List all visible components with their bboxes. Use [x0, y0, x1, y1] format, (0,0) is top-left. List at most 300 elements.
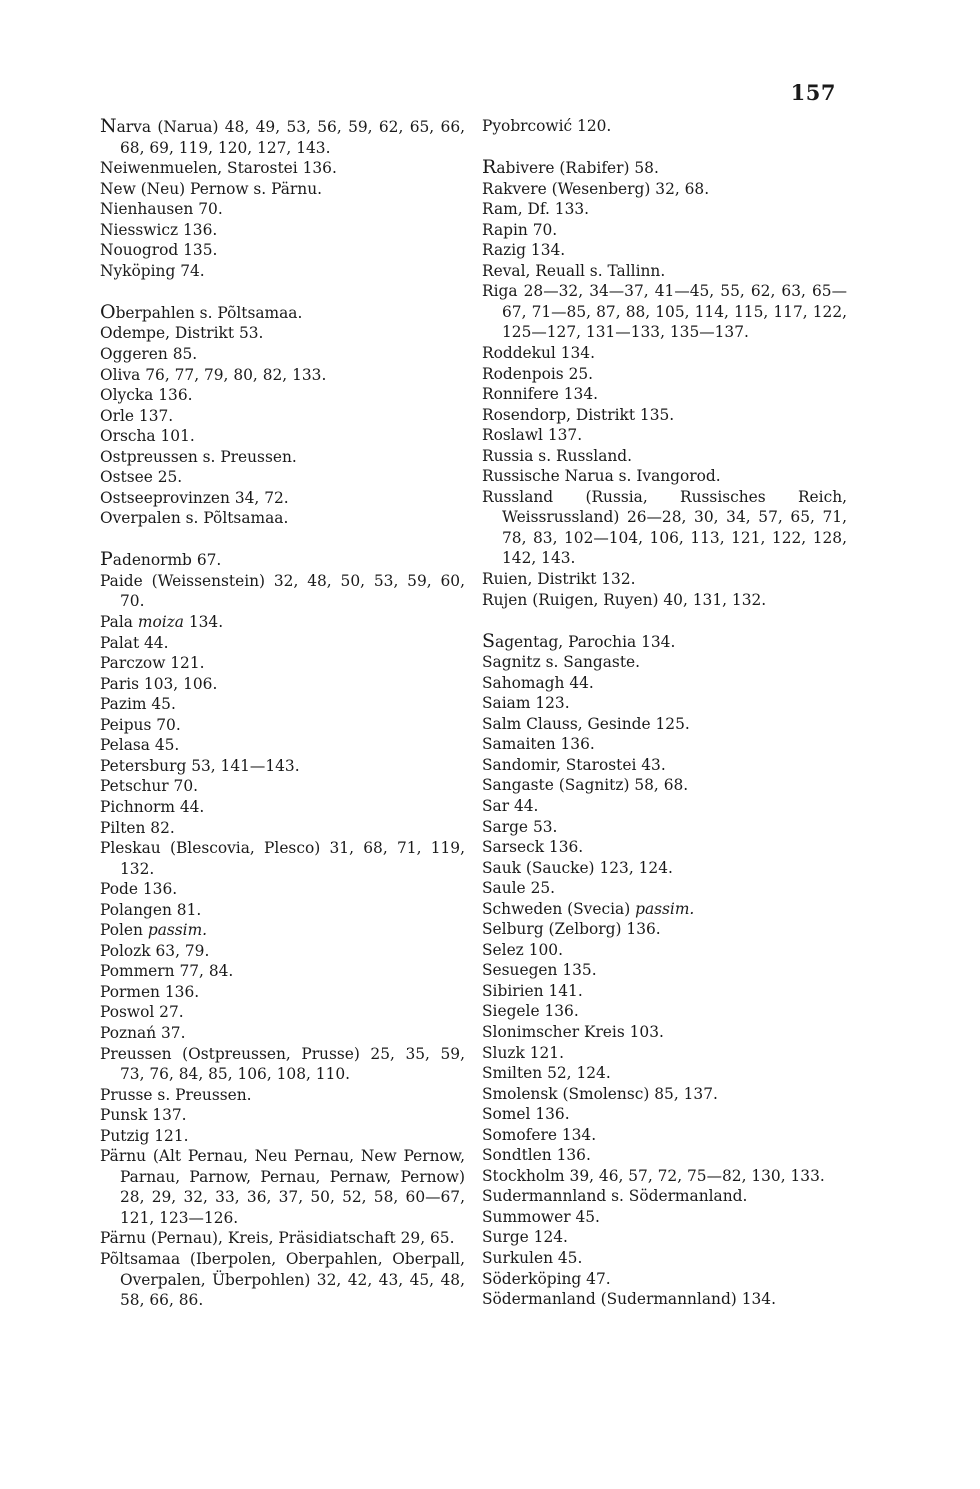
- entry-references: (Russia, Russisches Reich, Weissrussland) 26—28, 30, 34, 57, 65, 71, 78, 83, 102—104, 106, 113, 121, 122, 128, 142, 143.: [502, 487, 847, 568]
- entry-headword: Ronnifere: [482, 385, 559, 404]
- index-entry: [100, 488, 465, 509]
- entry-references: 135.: [178, 241, 218, 260]
- index-entry: [100, 1044, 465, 1085]
- entry-references: s. Preussen.: [197, 447, 297, 466]
- entry-references: , Starostei 43.: [555, 755, 666, 774]
- index-entry: [100, 694, 465, 715]
- index-entry: [482, 837, 847, 858]
- index-entry: [482, 1145, 847, 1166]
- index-entry: [482, 1248, 847, 1269]
- index-entry: [100, 1228, 465, 1249]
- entry-headword: Russland: [482, 487, 554, 506]
- index-entry: [482, 960, 847, 981]
- section-initial: P: [100, 548, 113, 571]
- entry-headword: Stockholm: [482, 1166, 565, 1185]
- entry-headword: Summower: [482, 1207, 571, 1226]
- entry-references: 34, 72.: [229, 488, 289, 507]
- entry-references: 134.: [558, 385, 599, 404]
- index-entry: [100, 900, 465, 921]
- index-entry: [100, 941, 465, 962]
- index-entry: [100, 323, 465, 344]
- entry-headword: Samaiten: [482, 735, 556, 754]
- index-entry: [100, 261, 465, 282]
- index-entry: [100, 1105, 465, 1126]
- entry-headword: Södermanland: [482, 1290, 596, 1309]
- index-entry: [482, 425, 847, 446]
- entry-references: 45.: [553, 1248, 583, 1267]
- index-entry: [482, 569, 847, 590]
- entry-references: (Blescovia, Plesco) 31, 68, 71, 119, 132.: [120, 839, 465, 878]
- entry-headword: Siegele: [482, 1002, 540, 1021]
- index-entry: [100, 797, 465, 818]
- entry-references: 134.: [556, 1125, 597, 1144]
- index-entry: [100, 385, 465, 406]
- index-group-p-cont: [482, 116, 847, 137]
- entry-references: (Wesenberg) 32, 68.: [546, 179, 710, 198]
- entry-references: 134.: [526, 241, 566, 260]
- entry-headword: Sangaste: [482, 776, 554, 795]
- entry-references: 47.: [581, 1269, 611, 1288]
- index-entry: [482, 981, 847, 1002]
- group-spacer: [100, 529, 465, 550]
- entry-references: 74.: [175, 261, 205, 280]
- index-group-r: [482, 157, 847, 610]
- index-entry: [482, 343, 847, 364]
- entry-headword: Pala: [100, 613, 133, 632]
- entry-headword: Saule: [482, 879, 526, 898]
- index-entry: [482, 693, 847, 714]
- entry-headword: Olycka: [100, 386, 154, 405]
- entry-references: (Sudermannland) 134.: [595, 1290, 776, 1309]
- entry-headword: Neiwenmuelen: [100, 159, 218, 178]
- entry-references: 101.: [155, 427, 195, 446]
- entry-headword: Putzig: [100, 1126, 150, 1145]
- entry-references: 44.: [174, 797, 205, 816]
- entry-headword: Peipus: [100, 715, 152, 734]
- index-entry: [100, 365, 465, 386]
- entry-references: 136.: [178, 220, 218, 239]
- index-entry: [100, 426, 465, 447]
- entry-references: Kreis 103.: [579, 1022, 664, 1041]
- index-entry: [100, 179, 465, 200]
- index-entry: [100, 674, 465, 695]
- index-entry: [482, 1063, 847, 1084]
- index-entry: [482, 1043, 847, 1064]
- entry-headword: Prusse: [100, 1085, 153, 1104]
- entry-headword: Sar: [482, 796, 510, 815]
- entry-references: 121.: [524, 1043, 564, 1062]
- entry-references: 28—32, 34—37, 41—45, 55, 62, 63, 65—67, 71—85, 87, 88, 105, 114, 115, 117, 122, 125—127, 131—133, 135—137.: [502, 282, 847, 342]
- index-entry: [482, 796, 847, 817]
- entry-references: (Zelborg) 136.: [543, 920, 661, 939]
- index-entry: [100, 240, 465, 261]
- entry-headword: Somel: [482, 1105, 531, 1124]
- entry-references: 136.: [544, 838, 584, 857]
- entry-headword: Orle: [100, 406, 135, 425]
- entry-headword: Oberpahlen: [100, 300, 195, 323]
- index-entry: [482, 858, 847, 879]
- entry-references: s. Södermanland.: [606, 1187, 748, 1206]
- entry-headword: Pormen: [100, 982, 160, 1001]
- section-initial: R: [482, 156, 497, 179]
- entry-references: 45.: [146, 695, 176, 714]
- entry-references: Clauss, Gesinde 125.: [521, 714, 690, 733]
- index-entry: [100, 1085, 465, 1106]
- entry-headword: Petersburg: [100, 756, 187, 775]
- index-entry: [482, 1166, 847, 1187]
- entry-references: 137.: [134, 406, 174, 425]
- entry-headword: Reval: [482, 261, 526, 280]
- index-entry: [482, 652, 847, 673]
- entry-headword: Somofere: [482, 1125, 557, 1144]
- index-entry: [482, 1084, 847, 1105]
- entry-headword: Salm: [482, 714, 522, 733]
- entry-headword: Saiam: [482, 694, 531, 713]
- entry-references: 70.: [151, 715, 181, 734]
- entry-references: (Ostpreussen, Prusse) 25, 35, 59, 73, 76, 84, 85, 106, 108, 110.: [120, 1044, 465, 1084]
- index-entry: [482, 1125, 847, 1146]
- entry-references: (Pernau), Kreis, Präsidiatschaft 29, 65.: [146, 1229, 455, 1248]
- entry-headword: Russia: [482, 446, 534, 465]
- entry-headword: Nyköping: [100, 261, 176, 280]
- index-entry: [482, 384, 847, 405]
- entry-headword: Petschur: [100, 777, 169, 796]
- entry-references: 121.: [149, 1126, 189, 1145]
- entry-headword: New: [100, 179, 136, 198]
- entry-headword: Riga: [482, 282, 518, 301]
- index-entry: [482, 364, 847, 385]
- index-entry: [482, 714, 847, 735]
- entry-references: (Iberpolen, Oberpahlen, Oberpall, Overpalen, Überpohlen) 32, 42, 43, 45, 48, 58, 66, 86.: [120, 1249, 465, 1310]
- entry-headword: Sudermannland: [482, 1187, 607, 1206]
- entry-references: (Sagnitz) 58, 68.: [553, 776, 689, 795]
- index-entry: [100, 220, 465, 241]
- entry-headword: Selez: [482, 940, 524, 959]
- entry-references: 67.: [191, 551, 222, 570]
- section-initial: O: [100, 300, 116, 323]
- entry-headword: Paris: [100, 674, 140, 693]
- entry-references: 82.: [145, 818, 175, 837]
- index-entry: [482, 899, 847, 920]
- entry-italic: passim.: [142, 921, 208, 940]
- entry-references: 136.: [539, 1002, 579, 1021]
- entry-headword: Punsk: [100, 1106, 148, 1125]
- index-entry: [100, 961, 465, 982]
- entry-references: s. Põltsamaa.: [180, 509, 289, 528]
- entry-headword: Paide: [100, 571, 143, 590]
- entry-headword: Pazim: [100, 695, 147, 714]
- index-group-n: [100, 116, 465, 281]
- index-entry: [100, 1002, 465, 1023]
- entry-headword: Ostpreussen: [100, 447, 198, 466]
- index-entry: [100, 612, 465, 633]
- index-entry: [100, 776, 465, 797]
- entry-references: 44.: [139, 633, 169, 652]
- index-entry: [100, 467, 465, 488]
- entry-headword: Roddekul: [482, 343, 556, 362]
- entry-references: 63, 79.: [150, 941, 210, 960]
- entry-headword: Pichnorm: [100, 797, 175, 816]
- index-entry: [482, 179, 847, 200]
- index-entry: [100, 920, 465, 941]
- entry-references: 136.: [153, 386, 193, 405]
- entry-headword: Pleskau: [100, 839, 161, 858]
- entry-references: 45.: [570, 1207, 600, 1226]
- index-entry: [482, 405, 847, 426]
- entry-headword: Pelasa: [100, 736, 150, 755]
- entry-references: 136.: [555, 735, 595, 754]
- entry-references: , Starostei 136.: [217, 159, 337, 178]
- entry-headword: Nienhausen: [100, 200, 194, 219]
- index-entry: [100, 1023, 465, 1044]
- index-entry: [482, 466, 847, 487]
- entry-headword: Surge: [482, 1228, 529, 1247]
- entry-references: 135.: [557, 961, 597, 980]
- entry-references: Narua s. Ivangorod.: [559, 467, 721, 486]
- entry-headword: Oggeren: [100, 344, 168, 363]
- entry-references: s. Russland.: [533, 446, 633, 465]
- index-entry: [482, 734, 847, 755]
- entry-headword: Sauk: [482, 858, 521, 877]
- entry-references: 25.: [152, 468, 183, 487]
- index-entry: [100, 715, 465, 736]
- index-entry: [100, 571, 465, 612]
- entry-references: 134.: [555, 343, 595, 362]
- entry-headword: Ostseeprovinzen: [100, 488, 230, 507]
- entry-headword: Sibirien: [482, 981, 544, 1000]
- entry-headword: Pommern: [100, 962, 175, 981]
- index-entry: [100, 756, 465, 777]
- index-entry: [482, 878, 847, 899]
- index-entry: [482, 673, 847, 694]
- entry-headword: Selburg: [482, 920, 544, 939]
- entry-headword: Söderköping: [482, 1269, 582, 1288]
- entry-references: , Reuall s. Tallinn.: [525, 261, 666, 280]
- entry-references: 121.: [165, 654, 205, 673]
- entry-headword: Rujen: [482, 590, 528, 609]
- entry-references: 25.: [525, 879, 556, 898]
- entry-references: , Parochia 134.: [558, 632, 676, 651]
- section-initial: N: [100, 115, 117, 137]
- index-entry: [482, 817, 847, 838]
- index-entry: [482, 919, 847, 940]
- index-column-left: [100, 116, 465, 1311]
- entry-headword: Sondtlen: [482, 1146, 552, 1165]
- index-entry: [482, 446, 847, 467]
- page-number: 157: [790, 80, 836, 105]
- entry-headword: Schweden: [482, 899, 563, 918]
- entry-references: 137.: [542, 426, 583, 445]
- entry-headword: Rodenpois: [482, 364, 564, 383]
- index-entry: [482, 261, 847, 282]
- entry-headword: Narva: [100, 115, 152, 137]
- entry-references: (Svecia): [562, 899, 636, 918]
- entry-headword: Pilten: [100, 818, 146, 837]
- index-entry: [100, 406, 465, 427]
- index-entry: [100, 1249, 465, 1311]
- entry-headword: Palat: [100, 633, 140, 652]
- index-entry: [482, 775, 847, 796]
- entry-references: s. Sangaste.: [540, 653, 641, 672]
- entry-headword: Poswol: [100, 1003, 155, 1022]
- entry-headword: Poznań: [100, 1023, 157, 1042]
- entry-references: 45.: [149, 736, 180, 755]
- index-entry: [482, 1207, 847, 1228]
- entry-references: 100.: [523, 940, 563, 959]
- index-entry: [482, 157, 847, 179]
- entry-references: (Ruigen, Ruyen) 40, 131, 132.: [527, 590, 767, 609]
- index-entry: [100, 1146, 465, 1228]
- entry-headword: Pode: [100, 880, 138, 899]
- entry-headword: Smilten: [482, 1064, 543, 1083]
- entry-headword: Overpalen: [100, 509, 181, 528]
- index-entry: [100, 879, 465, 900]
- entry-references: (Neu) Pernow s. Pärnu.: [135, 179, 322, 198]
- entry-references: , Df. 133.: [517, 200, 590, 219]
- entry-references: 53, 141—143.: [186, 756, 300, 775]
- index-entry: [100, 447, 465, 468]
- entry-references: 25.: [563, 364, 594, 383]
- entry-headword: Nouogrod: [100, 241, 179, 260]
- entry-headword: Orscha: [100, 427, 156, 446]
- entry-italic: moiza: [132, 613, 184, 632]
- entry-headword: Sluzk: [482, 1043, 525, 1062]
- entry-headword: Polangen: [100, 900, 172, 919]
- index-group-p: [100, 549, 465, 1310]
- index-entry: [482, 590, 847, 611]
- entry-headword: Põltsamaa: [100, 1249, 181, 1268]
- entry-headword: Roslawl: [482, 426, 543, 445]
- entry-references: 76, 77, 79, 80, 82, 133.: [140, 365, 327, 384]
- entry-headword: Polen: [100, 921, 143, 940]
- index-group-s: [482, 631, 847, 1310]
- entry-references: , Distrikt 132.: [527, 569, 636, 588]
- entry-references: 136.: [530, 1105, 570, 1124]
- entry-headword: Rakvere: [482, 179, 547, 198]
- entry-headword: Smolensk: [482, 1084, 558, 1103]
- entry-headword: Sandomir: [482, 755, 556, 774]
- entry-references: 52, 124.: [542, 1064, 611, 1083]
- entry-headword: Odempe: [100, 324, 166, 343]
- index-entry: [482, 1001, 847, 1022]
- section-initial: S: [482, 629, 496, 652]
- index-entry: [482, 940, 847, 961]
- entry-references: s. Preussen.: [152, 1085, 252, 1104]
- entry-references: 123.: [530, 694, 570, 713]
- entry-headword: Razig: [482, 241, 527, 260]
- index-entry: [482, 1289, 847, 1310]
- index-entry: [100, 116, 465, 158]
- entry-references: 70.: [527, 220, 558, 239]
- entry-headword: Pärnu: [100, 1147, 147, 1166]
- index-entry: [100, 735, 465, 756]
- entry-references: 27.: [154, 1003, 184, 1022]
- entry-references: 141.: [543, 981, 583, 1000]
- index-entry: [100, 1126, 465, 1147]
- entry-headword: Pyobrcowić: [482, 117, 573, 135]
- entry-references: (Weissenstein) 32, 48, 50, 53, 59, 60, 70.: [120, 571, 465, 611]
- entry-references: 53.: [528, 817, 558, 836]
- entry-headword: Ram: [482, 200, 518, 219]
- index-entry: [482, 220, 847, 241]
- index-entry: [482, 1104, 847, 1125]
- index-entry: [100, 653, 465, 674]
- entry-references: , Distrikt 135.: [566, 405, 675, 424]
- entry-references: 44.: [564, 673, 594, 692]
- index-entry: [100, 199, 465, 220]
- group-spacer: [482, 610, 847, 631]
- entry-references: 137.: [147, 1106, 187, 1125]
- entry-headword: Russische: [482, 467, 560, 486]
- index-entry: [482, 199, 847, 220]
- entry-references: , Distrikt 53.: [165, 324, 264, 343]
- entry-references: (Saucke) 123, 124.: [520, 858, 673, 877]
- entry-references: 136.: [159, 982, 200, 1001]
- entry-references: s. Põltsamaa.: [194, 303, 303, 322]
- entry-headword: Padenormb: [100, 548, 192, 571]
- entry-headword: Polozk: [100, 941, 151, 960]
- entry-references: 77, 84.: [174, 962, 234, 981]
- entry-italic: passim.: [635, 899, 695, 918]
- entry-headword: Sarge: [482, 817, 529, 836]
- index-group-o: [100, 302, 465, 529]
- group-spacer: [482, 137, 847, 158]
- entry-references: 136.: [137, 880, 178, 899]
- entry-references: 124.: [528, 1228, 568, 1247]
- index-entry: [482, 281, 847, 343]
- index-entry: [482, 1227, 847, 1248]
- entry-headword: Preussen: [100, 1044, 172, 1063]
- entry-headword: Ostsee: [100, 468, 153, 487]
- entry-references: 39, 46, 57, 72, 75—82, 130, 133.: [564, 1166, 825, 1185]
- entry-references: 85.: [167, 344, 198, 363]
- entry-headword: Sagentag: [482, 629, 559, 652]
- entry-references: 81.: [171, 900, 202, 919]
- entry-references: 134.: [183, 613, 224, 632]
- entry-references: 70.: [193, 200, 223, 219]
- entry-headword: Pärnu: [100, 1229, 147, 1248]
- entry-headword: Surkulen: [482, 1248, 553, 1267]
- index-entry: [482, 631, 847, 653]
- index-entry: [100, 838, 465, 879]
- index-entry: [100, 549, 465, 571]
- entry-headword: Sagnitz: [482, 653, 541, 672]
- entry-references: 37.: [156, 1023, 186, 1042]
- entry-headword: Oliva: [100, 365, 141, 384]
- entry-references: 103, 106.: [139, 674, 218, 693]
- entry-headword: Rabivere: [482, 156, 555, 179]
- entry-headword: Ruien: [482, 569, 528, 588]
- index-entry: [100, 508, 465, 529]
- index-entry: [482, 1022, 847, 1043]
- entry-headword: Rapin: [482, 220, 528, 239]
- entry-headword: Niesswicz: [100, 220, 179, 239]
- index-entry: [100, 344, 465, 365]
- entry-references: 44.: [509, 796, 539, 815]
- entry-references: (Smolensc) 85, 137.: [557, 1084, 718, 1103]
- index-entry: [100, 818, 465, 839]
- index-entry: [100, 302, 465, 324]
- index-entry: [482, 755, 847, 776]
- entry-references: 70.: [168, 777, 199, 796]
- index-entry: [482, 116, 847, 137]
- index-entry: [100, 982, 465, 1003]
- entry-headword: Rosendorp: [482, 405, 567, 424]
- index-entry: [482, 1269, 847, 1290]
- index-entry: [100, 158, 465, 179]
- index-column-right: [482, 116, 847, 1310]
- entry-headword: Parczow: [100, 654, 166, 673]
